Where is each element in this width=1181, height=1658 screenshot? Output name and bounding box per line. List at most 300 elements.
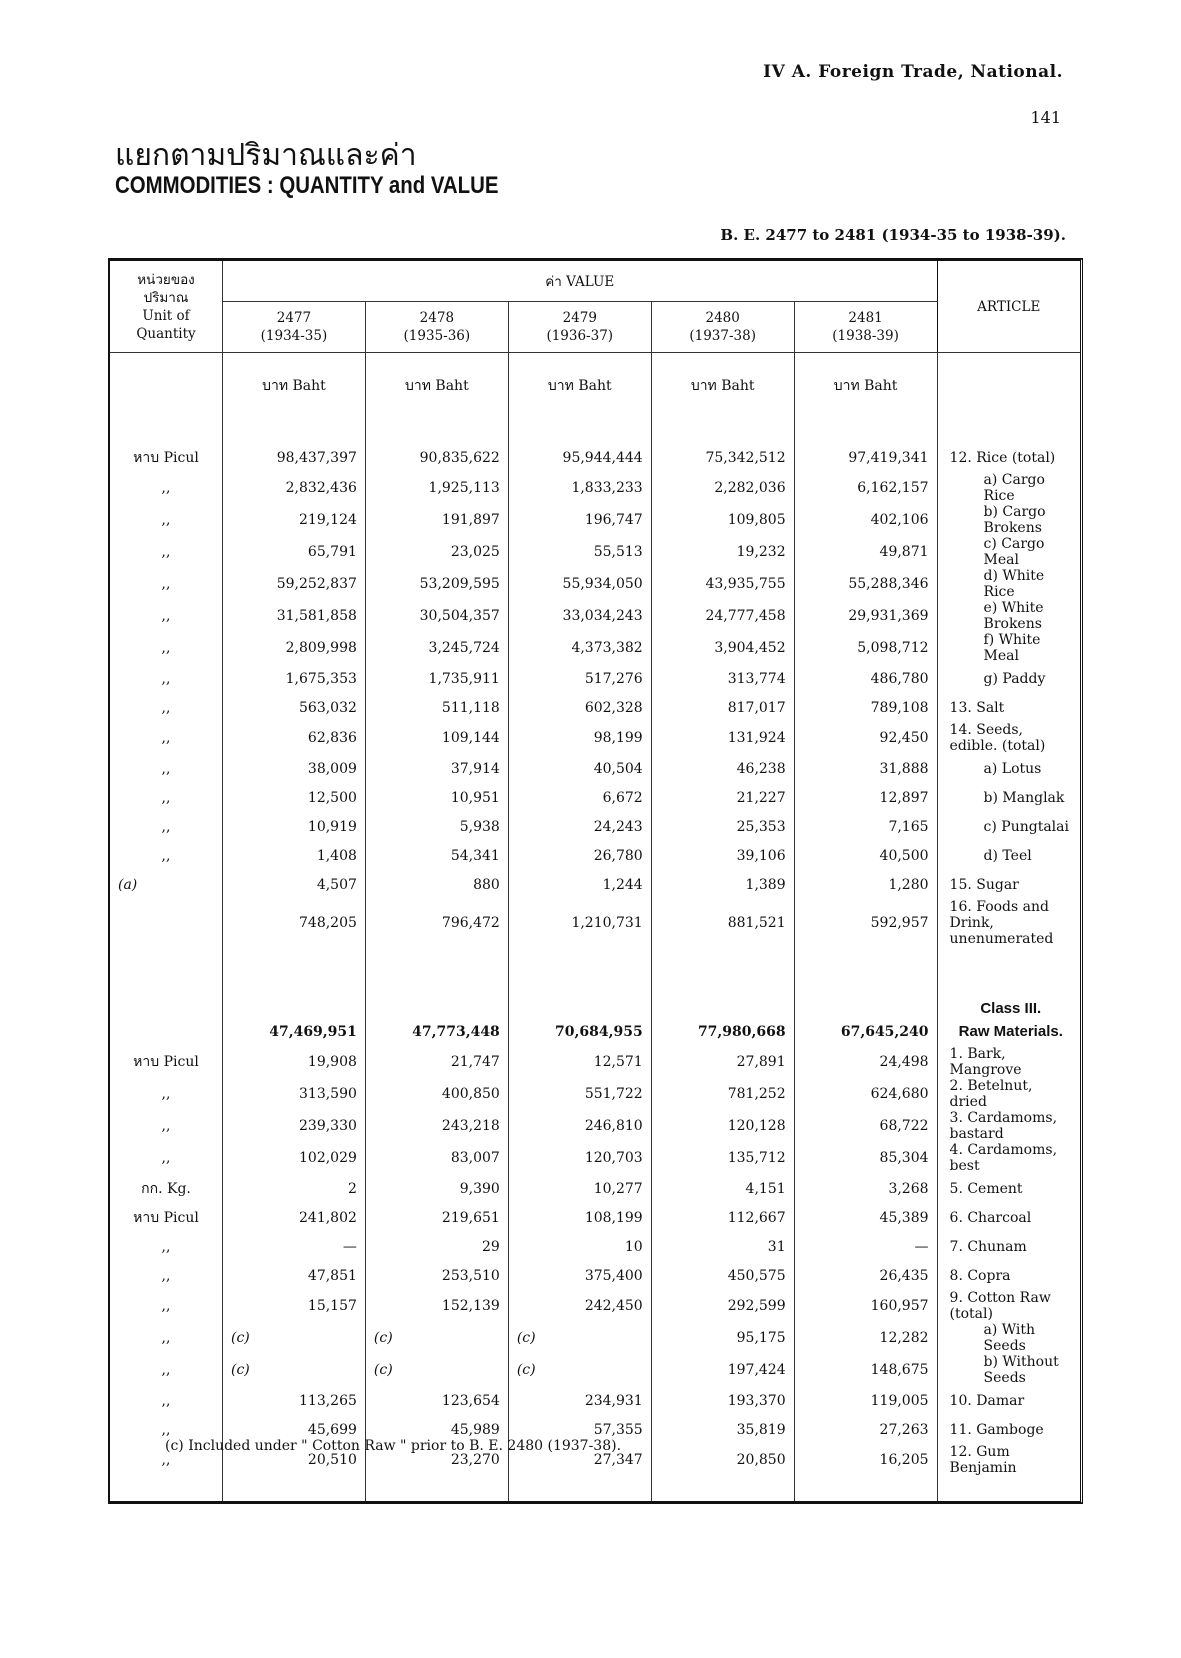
value-cell: 83,007	[365, 1142, 508, 1174]
unit-cell: ,,	[109, 1142, 223, 1174]
article-cell: 12. Gum Benjamin	[937, 1444, 1080, 1476]
unit-cell	[109, 418, 223, 443]
year-be: 2481	[848, 310, 883, 326]
value-cell: 253,510	[365, 1261, 508, 1290]
value-cell: บาท Baht	[651, 353, 794, 419]
value-cell: 135,712	[651, 1142, 794, 1174]
table-row	[109, 722, 1080, 754]
value-cell: บาท Baht	[223, 353, 366, 419]
value-cell: 49,871	[794, 536, 937, 568]
value-cell: 39,106	[651, 841, 794, 870]
unit-cell: ,,	[109, 1078, 223, 1110]
unit-cell: ,,	[109, 568, 223, 600]
unit-cell: กก. Kg.	[109, 1174, 223, 1203]
value-cell: 375,400	[508, 1261, 651, 1290]
value-cell	[365, 947, 508, 1017]
value-cell	[223, 1476, 366, 1501]
value-cell: 239,330	[223, 1110, 366, 1142]
year-ad: (1935-36)	[403, 328, 471, 344]
value-cell: 3,245,724	[365, 632, 508, 664]
unit-cell: ,,	[109, 1444, 223, 1476]
value-cell: 10,277	[508, 1174, 651, 1203]
value-cell: บาท Baht	[365, 353, 508, 419]
value-cell: 21,227	[651, 783, 794, 812]
unit-cell: ,,	[109, 664, 223, 693]
value-cell: 817,017	[651, 693, 794, 722]
value-cell	[508, 947, 651, 1017]
article-cell: 7. Chunam	[937, 1232, 1080, 1261]
value-cell: 65,791	[223, 536, 366, 568]
value-cell	[651, 418, 794, 443]
unit-cell	[109, 353, 223, 419]
value-cell: 5,938	[365, 812, 508, 841]
unit-cell	[109, 1017, 223, 1046]
value-cell: 1,833,233	[508, 472, 651, 504]
value-cell: 402,106	[794, 504, 937, 536]
table-row	[109, 1261, 1080, 1290]
article-cell: 4. Cardamoms, best	[937, 1142, 1080, 1174]
value-cell: (c)	[223, 1322, 366, 1354]
value-cell: 123,654	[365, 1386, 508, 1415]
unit-cell: ,,	[109, 783, 223, 812]
value-cell: 10,919	[223, 812, 366, 841]
unit-cell: หาบ Picul	[109, 1203, 223, 1232]
table-row	[109, 899, 1080, 947]
table-row	[109, 472, 1080, 504]
unit-cell: ,,	[109, 600, 223, 632]
article-cell: 9. Cotton Raw (total)	[937, 1290, 1080, 1322]
table-row	[109, 568, 1080, 600]
article-cell: c) Cargo Meal	[937, 536, 1080, 568]
article-cell: 2. Betelnut, dried	[937, 1078, 1080, 1110]
value-cell: 5,098,712	[794, 632, 937, 664]
article-cell: b) Cargo Brokens	[937, 504, 1080, 536]
unit-cell: ,,	[109, 1110, 223, 1142]
table-row	[109, 1046, 1080, 1078]
value-cell: 120,703	[508, 1142, 651, 1174]
year-ad: (1936-37)	[546, 328, 614, 344]
unit-header-en-1: Unit of	[142, 307, 190, 324]
value-cell: 1,244	[508, 870, 651, 899]
unit-cell: ,,	[109, 1322, 223, 1354]
value-cell	[365, 418, 508, 443]
value-cell: 43,935,755	[651, 568, 794, 600]
unit-cell: ,,	[109, 632, 223, 664]
value-cell: 193,370	[651, 1386, 794, 1415]
spacer-row	[109, 418, 1080, 443]
value-cell: 47,851	[223, 1261, 366, 1290]
value-cell	[651, 947, 794, 1017]
value-cell: 781,252	[651, 1078, 794, 1110]
value-cell: 152,139	[365, 1290, 508, 1322]
table-row	[109, 812, 1080, 841]
running-head: IV A. Foreign Trade, National.	[763, 62, 1063, 82]
value-cell: 592,957	[794, 899, 937, 947]
value-cell: 55,288,346	[794, 568, 937, 600]
value-cell: 26,435	[794, 1261, 937, 1290]
value-cell: 12,282	[794, 1322, 937, 1354]
value-cell: 3,268	[794, 1174, 937, 1203]
value-cell: 46,238	[651, 754, 794, 783]
value-cell: 29	[365, 1232, 508, 1261]
value-cell: 551,722	[508, 1078, 651, 1110]
value-cell: (c)	[508, 1354, 651, 1386]
value-cell: 789,108	[794, 693, 937, 722]
value-cell: 24,777,458	[651, 600, 794, 632]
value-cell	[508, 418, 651, 443]
class-heading-row	[109, 947, 1080, 1017]
value-cell: 68,722	[794, 1110, 937, 1142]
value-cell: 219,124	[223, 504, 366, 536]
unit-cell: (a)	[109, 870, 223, 899]
value-cell: 511,118	[365, 693, 508, 722]
value-cell: 31	[651, 1232, 794, 1261]
value-cell: 29,931,369	[794, 600, 937, 632]
article-cell: f) White Meal	[937, 632, 1080, 664]
period-label: B. E. 2477 to 2481 (1934-35 to 1938-39).	[720, 226, 1066, 244]
value-cell	[794, 947, 937, 1017]
table-row	[109, 783, 1080, 812]
unit-cell: ,,	[109, 504, 223, 536]
value-cell: —	[223, 1232, 366, 1261]
table-row	[109, 504, 1080, 536]
footnote: (c) Included under " Cotton Raw " prior to B. E. 2480 (1937-38).	[165, 1438, 622, 1454]
value-cell: 2	[223, 1174, 366, 1203]
table-row	[109, 754, 1080, 783]
commodities-table	[108, 258, 1083, 1504]
table-row	[109, 632, 1080, 664]
value-cell: 62,836	[223, 722, 366, 754]
value-cell: 234,931	[508, 1386, 651, 1415]
value-cell: 77,980,668	[651, 1017, 794, 1046]
article-cell: a) With Seeds	[937, 1322, 1080, 1354]
unit-cell	[109, 899, 223, 947]
table-row	[109, 536, 1080, 568]
unit-header-thai-1: หน่วยของ	[137, 271, 195, 288]
value-cell: 108,199	[508, 1203, 651, 1232]
value-cell: 486,780	[794, 664, 937, 693]
unit-header-en-2: Quantity	[136, 325, 196, 342]
value-cell: 219,651	[365, 1203, 508, 1232]
table-row	[109, 693, 1080, 722]
article-cell	[937, 1476, 1080, 1501]
year-be: 2479	[562, 310, 597, 326]
value-cell: 112,667	[651, 1203, 794, 1232]
value-cell: 30,504,357	[365, 600, 508, 632]
unit-cell: ,,	[109, 1290, 223, 1322]
value-cell: บาท Baht	[794, 353, 937, 419]
unit-cell: ,,	[109, 841, 223, 870]
value-cell: 20,510	[223, 1444, 366, 1476]
table-row	[109, 1142, 1080, 1174]
value-cell: 1,408	[223, 841, 366, 870]
value-cell: 796,472	[365, 899, 508, 947]
value-cell: 24,243	[508, 812, 651, 841]
article-cell: Raw Materials.	[937, 1017, 1080, 1046]
value-header: ค่า VALUE	[223, 261, 938, 302]
article-cell: e) White Brokens	[937, 600, 1080, 632]
value-cell: 563,032	[223, 693, 366, 722]
unit-header-thai-2: ปริมาณ	[143, 289, 189, 306]
table-row	[109, 1078, 1080, 1110]
value-cell: 246,810	[508, 1110, 651, 1142]
value-cell: 16,205	[794, 1444, 937, 1476]
unit-cell: ,,	[109, 536, 223, 568]
value-cell: 113,265	[223, 1386, 366, 1415]
article-cell: b) Without Seeds	[937, 1354, 1080, 1386]
value-cell: 191,897	[365, 504, 508, 536]
article-cell: 8. Copra	[937, 1261, 1080, 1290]
value-cell: 313,774	[651, 664, 794, 693]
year-be: 2478	[419, 310, 455, 326]
value-cell: 95,944,444	[508, 443, 651, 472]
value-cell: (c)	[365, 1354, 508, 1386]
value-cell: 197,424	[651, 1354, 794, 1386]
value-cell: 19,232	[651, 536, 794, 568]
year-header	[651, 302, 794, 353]
value-cell: 292,599	[651, 1290, 794, 1322]
article-header: ARTICLE	[937, 261, 1080, 353]
value-cell: 92,450	[794, 722, 937, 754]
class-heading: Class III.	[937, 947, 1080, 1017]
unit-cell: ,,	[109, 1354, 223, 1386]
page-title-thai: แยกตามปริมาณและค่า	[115, 138, 417, 173]
page-title: COMMODITIES : QUANTITY and VALUE	[115, 172, 499, 199]
table-row	[109, 1322, 1080, 1354]
value-cell: 10,951	[365, 783, 508, 812]
year-be: 2480	[705, 310, 740, 326]
table-row	[109, 443, 1080, 472]
page-number: 141	[1030, 108, 1061, 127]
value-cell: 21,747	[365, 1046, 508, 1078]
value-cell: 90,835,622	[365, 443, 508, 472]
value-cell: 2,832,436	[223, 472, 366, 504]
value-cell: 12,897	[794, 783, 937, 812]
value-cell: 1,735,911	[365, 664, 508, 693]
value-cell: 45,699	[223, 1415, 366, 1444]
article-cell: d) White Rice	[937, 568, 1080, 600]
value-cell: 31,888	[794, 754, 937, 783]
value-cell: 20,850	[651, 1444, 794, 1476]
value-cell: 23,270	[365, 1444, 508, 1476]
value-cell: 6,162,157	[794, 472, 937, 504]
value-cell	[794, 418, 937, 443]
value-cell: 53,209,595	[365, 568, 508, 600]
article-cell: a) Cargo Rice	[937, 472, 1080, 504]
value-cell	[223, 947, 366, 1017]
class-total-row	[109, 1017, 1080, 1046]
table-row	[109, 1110, 1080, 1142]
value-cell: 23,025	[365, 536, 508, 568]
value-cell: 160,957	[794, 1290, 937, 1322]
article-cell: 5. Cement	[937, 1174, 1080, 1203]
unit-header	[109, 261, 223, 353]
value-cell: 6,672	[508, 783, 651, 812]
unit-cell	[109, 947, 223, 1017]
year-header	[794, 302, 937, 353]
value-cell: (c)	[508, 1322, 651, 1354]
article-cell	[937, 353, 1080, 419]
year-header	[508, 302, 651, 353]
year-ad: (1937-38)	[689, 328, 756, 344]
unit-cell: ,,	[109, 722, 223, 754]
value-cell: บาท Baht	[508, 353, 651, 419]
year-be: 2477	[276, 310, 312, 326]
article-cell: 13. Salt	[937, 693, 1080, 722]
value-cell: 59,252,837	[223, 568, 366, 600]
value-cell: 45,989	[365, 1415, 508, 1444]
table-row	[109, 841, 1080, 870]
value-cell: 55,934,050	[508, 568, 651, 600]
unit-cell: ,,	[109, 1261, 223, 1290]
article-cell: 12. Rice (total)	[937, 443, 1080, 472]
article-cell	[937, 418, 1080, 443]
unit-cell: ,,	[109, 1232, 223, 1261]
table-row	[109, 1203, 1080, 1232]
value-cell: 38,009	[223, 754, 366, 783]
value-cell: 1,675,353	[223, 664, 366, 693]
value-cell: 40,500	[794, 841, 937, 870]
value-cell: 196,747	[508, 504, 651, 536]
value-cell: 148,675	[794, 1354, 937, 1386]
value-cell: 57,355	[508, 1415, 651, 1444]
value-cell: 12,571	[508, 1046, 651, 1078]
value-cell: 31,581,858	[223, 600, 366, 632]
value-cell: 24,498	[794, 1046, 937, 1078]
value-cell: 10	[508, 1232, 651, 1261]
value-cell: 1,280	[794, 870, 937, 899]
value-cell: 243,218	[365, 1110, 508, 1142]
value-cell: 27,347	[508, 1444, 651, 1476]
value-cell: 1,389	[651, 870, 794, 899]
value-cell: 4,507	[223, 870, 366, 899]
value-cell: 55,513	[508, 536, 651, 568]
currency-row	[109, 353, 1080, 419]
value-cell: 25,353	[651, 812, 794, 841]
value-cell: 131,924	[651, 722, 794, 754]
table-row	[109, 1386, 1080, 1415]
value-cell: 3,904,452	[651, 632, 794, 664]
value-cell	[508, 1476, 651, 1501]
value-cell: 98,437,397	[223, 443, 366, 472]
value-cell: 12,500	[223, 783, 366, 812]
value-cell: 15,157	[223, 1290, 366, 1322]
value-cell: 109,144	[365, 722, 508, 754]
value-cell: 624,680	[794, 1078, 937, 1110]
article-cell: 10. Damar	[937, 1386, 1080, 1415]
value-cell: 97,419,341	[794, 443, 937, 472]
unit-cell: ,,	[109, 754, 223, 783]
unit-cell: ,,	[109, 812, 223, 841]
value-cell: 450,575	[651, 1261, 794, 1290]
table-row	[109, 1354, 1080, 1386]
value-cell: 400,850	[365, 1078, 508, 1110]
value-cell: 120,128	[651, 1110, 794, 1142]
table-row	[109, 664, 1080, 693]
value-cell: 98,199	[508, 722, 651, 754]
value-cell: 33,034,243	[508, 600, 651, 632]
article-cell: 15. Sugar	[937, 870, 1080, 899]
value-cell: 40,504	[508, 754, 651, 783]
article-cell: 14. Seeds, edible. (total)	[937, 722, 1080, 754]
value-cell: 602,328	[508, 693, 651, 722]
article-cell: b) Manglak	[937, 783, 1080, 812]
value-cell	[651, 1476, 794, 1501]
year-header	[223, 302, 366, 353]
article-cell: d) Teel	[937, 841, 1080, 870]
article-cell: 11. Gamboge	[937, 1415, 1080, 1444]
value-cell: 27,891	[651, 1046, 794, 1078]
unit-cell: ,,	[109, 472, 223, 504]
value-cell: 47,773,448	[365, 1017, 508, 1046]
value-cell	[223, 418, 366, 443]
unit-cell: หาบ Picul	[109, 443, 223, 472]
value-cell: 242,450	[508, 1290, 651, 1322]
unit-cell: ,,	[109, 693, 223, 722]
article-cell: g) Paddy	[937, 664, 1080, 693]
value-cell: (c)	[365, 1322, 508, 1354]
value-cell: 102,029	[223, 1142, 366, 1174]
value-cell: 35,819	[651, 1415, 794, 1444]
unit-cell: ,,	[109, 1386, 223, 1415]
value-cell: 119,005	[794, 1386, 937, 1415]
value-cell: 109,805	[651, 504, 794, 536]
year-header	[365, 302, 508, 353]
value-cell: 47,469,951	[223, 1017, 366, 1046]
table-row	[109, 600, 1080, 632]
value-cell: 1,925,113	[365, 472, 508, 504]
unit-cell: หาบ Picul	[109, 1046, 223, 1078]
article-cell: 16. Foods and Drink, unenumerated	[937, 899, 1080, 947]
value-cell: 4,151	[651, 1174, 794, 1203]
value-cell: (c)	[223, 1354, 366, 1386]
article-cell: 1. Bark, Mangrove	[937, 1046, 1080, 1078]
table-row	[109, 1290, 1080, 1322]
value-cell	[794, 1476, 937, 1501]
value-cell: 313,590	[223, 1078, 366, 1110]
value-cell: 67,645,240	[794, 1017, 937, 1046]
value-cell: 45,389	[794, 1203, 937, 1232]
article-cell: 3. Cardamoms, bastard	[937, 1110, 1080, 1142]
value-cell: 517,276	[508, 664, 651, 693]
unit-cell	[109, 1476, 223, 1501]
unit-cell: ,,	[109, 1415, 223, 1444]
value-cell: 75,342,512	[651, 443, 794, 472]
value-cell: —	[794, 1232, 937, 1261]
value-cell: 27,263	[794, 1415, 937, 1444]
spacer-row	[109, 1476, 1080, 1501]
value-cell	[365, 1476, 508, 1501]
value-cell: 26,780	[508, 841, 651, 870]
value-cell: 85,304	[794, 1142, 937, 1174]
value-cell: 95,175	[651, 1322, 794, 1354]
table-row	[109, 870, 1080, 899]
article-cell: 6. Charcoal	[937, 1203, 1080, 1232]
table-row	[109, 1232, 1080, 1261]
year-ad: (1934-35)	[260, 328, 328, 344]
year-ad: (1938-39)	[832, 328, 899, 344]
value-cell: 9,390	[365, 1174, 508, 1203]
value-cell: 881,521	[651, 899, 794, 947]
value-cell: 241,802	[223, 1203, 366, 1232]
value-cell: 54,341	[365, 841, 508, 870]
value-cell: 19,908	[223, 1046, 366, 1078]
value-cell: 70,684,955	[508, 1017, 651, 1046]
value-cell: 37,914	[365, 754, 508, 783]
value-cell: 880	[365, 870, 508, 899]
value-cell: 1,210,731	[508, 899, 651, 947]
table-row	[109, 1174, 1080, 1203]
